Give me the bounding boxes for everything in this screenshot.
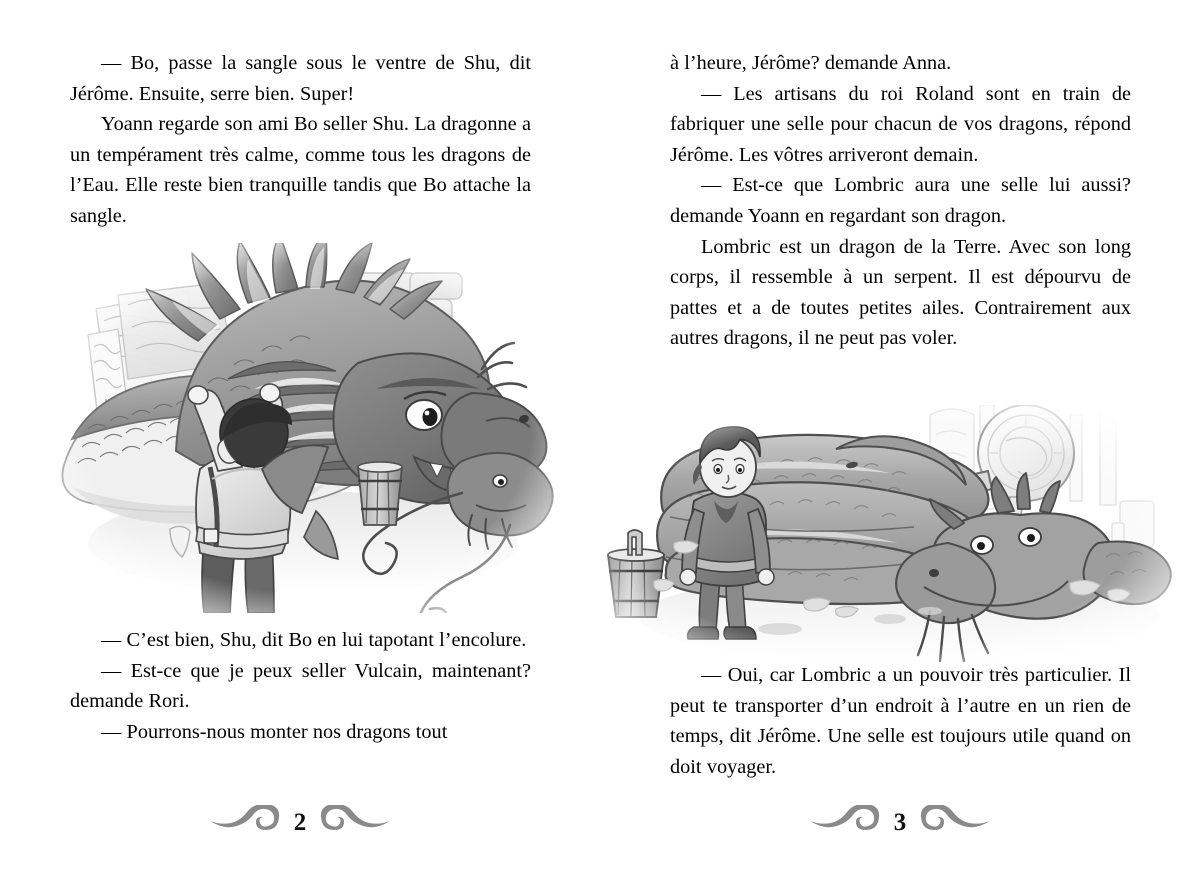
left-text-block-bottom xyxy=(70,625,531,747)
right-text-block-bottom xyxy=(670,660,1131,782)
paragraph: — Est-ce que Lombric aura une selle lui aussi? demande Yoann en regardant son dragon. xyxy=(670,174,1131,227)
swash-ornament-left-icon xyxy=(808,805,882,840)
swash-ornament-right-icon xyxy=(318,805,392,840)
paragraph: — Est-ce que je peux seller Vulcain, maintenant? demande Rori. xyxy=(70,659,531,713)
folio-left xyxy=(0,805,600,840)
page-number: 2 xyxy=(293,809,307,836)
paragraph: — Les artisans du roi Roland sont en train de fabriquer une selle pour chacun de vos dragons, répond Jérôme. Les vôtres arriveront demain. xyxy=(670,82,1131,166)
paragraph: à l’heure, Jérôme? demande Anna. xyxy=(670,52,952,74)
right-text-block-top xyxy=(670,48,1131,354)
swash-ornament-right-icon xyxy=(918,805,992,840)
paragraph: — Pourrons-nous monter nos dragons tout xyxy=(101,720,448,743)
illustration-dragon-shu xyxy=(58,243,558,613)
page-right xyxy=(600,0,1200,871)
paragraph: Lombric est un dragon de la Terre. Avec son long corps, il ressemble à un serpent. Il est dépourvu de pattes et a de toutes petites ailes. Contrairement aux autres dragons, il ne peut pas voler. xyxy=(670,235,1131,350)
paragraph: — Bo, passe la sangle sous le ventre de Shu, dit Jérôme. Ensuite, serre bien. Super! xyxy=(70,52,531,105)
paragraph: — Oui, car Lombric a un pouvoir très particulier. Il peut te transporter d’un endroit à l’autre en un rien de temps, dit Jérôme. Une selle est toujours utile quand on doit voyager. xyxy=(670,664,1131,778)
swash-ornament-left-icon xyxy=(208,805,282,840)
folio-right xyxy=(600,805,1200,840)
illustration-lombric xyxy=(600,405,1180,665)
page-number: 3 xyxy=(893,809,907,836)
paragraph: Yoann regarde son ami Bo seller Shu. La dragonne a un tempérament très calme, comme tous les dragons de l’Eau. Elle reste bien tranquille tandis que Bo attache la sangle. xyxy=(70,113,531,227)
left-text-block-top xyxy=(70,48,531,232)
paragraph: — C’est bien, Shu, dit Bo en lui tapotant l’encolure. xyxy=(101,629,527,651)
